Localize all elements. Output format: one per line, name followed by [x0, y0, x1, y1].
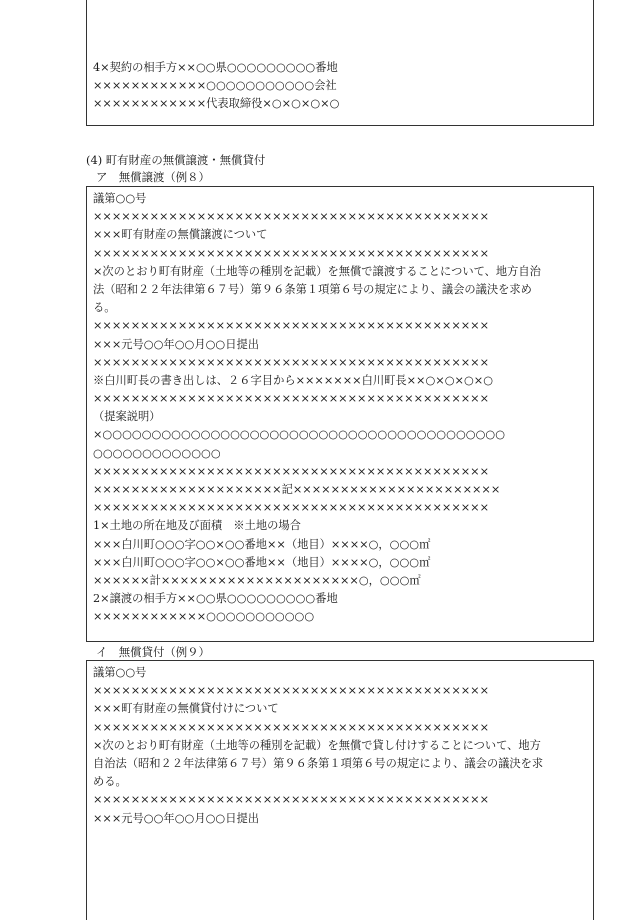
example-b-heading: イ 無償貸付（例９） [96, 645, 210, 659]
text-line: ○○○○○○○○○○○○○ [93, 445, 221, 460]
text-line: ×××××××××××××××××××××××××××××××××××××××××× [93, 354, 490, 369]
text-line: ×次のとおり町有財産（土地等の種別を記載）を無償で貸し付けすることについて、地方 [93, 737, 541, 752]
text-line: ×××元号○○年○○月○○日提出 [93, 336, 259, 351]
contract-continuation-box [86, 0, 594, 126]
text-line: ※白川町長の書き出しは、２６字目から×××××××白川町長××○×○×○×○ [93, 372, 494, 387]
text-line: ×××××××××××××××××××××××××××××××××××××××××× [93, 683, 490, 698]
text-line: る。 [93, 300, 116, 315]
text-line: ×××町有財産の無償貸付けについて [93, 701, 279, 716]
free-lease-example-box [86, 660, 594, 920]
text-line: ××××××計×××××××××××××××××××××○，○○○㎡ [93, 572, 421, 587]
example-a-heading: ア 無償譲渡（例８） [96, 170, 210, 184]
text-line: ×××××××××××××××××××××××××××××××××××××××××× [93, 391, 490, 406]
text-line: ×××××××××××××××××××××××××××××××××××××××××× [93, 209, 490, 224]
text-line: める。 [93, 774, 127, 789]
text-line: ××××××××××××○○○○○○○○○○○会社 [93, 78, 337, 93]
text-line: ×××××××××××××××××××××××××××××××××××××××××× [93, 792, 490, 807]
text-line: 議第○○号 [93, 191, 147, 205]
text-line: 法（昭和２２年法律第６７号）第９６条第１項第６号の規定により、議会の議決を求め [93, 281, 532, 296]
text-line: ×××××××××××××××××××××××××××××××××××××××××× [93, 500, 490, 515]
section-heading: (4) 町有財産の無償譲渡・無償貸付 [86, 153, 266, 167]
text-line: 4×契約の相手方××○○県○○○○○○○○○番地 [93, 60, 338, 74]
text-line: ×次のとおり町有財産（土地等の種別を記載）を無償で譲渡することについて、地方自治 [93, 263, 541, 278]
text-line: ×××××××××××××××××××××××××××××××××××××××××× [93, 719, 490, 734]
text-line: ×××××××××××××××××××××××××××××××××××××××××× [93, 318, 490, 333]
text-line: 自治法（昭和２２年法律第６７号）第９６条第１項第６号の規定により、議会の議決を求 [93, 755, 544, 770]
text-line: ×××××××××××××××××××××××××××××××××××××××××× [93, 463, 490, 478]
free-transfer-example-box [86, 186, 594, 642]
text-line: ×××元号○○年○○月○○日提出 [93, 810, 259, 825]
text-line: ×××××××××××××××××××××××××××××××××××××××××× [93, 245, 490, 260]
text-line: ××××××××××××××××××××記×××××××××××××××××××××× [93, 482, 501, 496]
text-line: 議第○○号 [93, 665, 147, 679]
text-line: 1×土地の所在地及び面積 ※土地の場合 [93, 518, 301, 533]
text-line: 2×譲渡の相手方××○○県○○○○○○○○○番地 [93, 591, 338, 606]
text-line: ×××白川町○○○字○○×○○番地××（地目）××××○，○○○㎡ [93, 554, 431, 569]
text-line: （提案説明） [93, 409, 161, 424]
text-line: ××××××××××××○○○○○○○○○○○ [93, 609, 315, 624]
text-line: ×××町有財産の無償譲渡について [93, 227, 268, 242]
text-line: ×○○○○○○○○○○○○○○○○○○○○○○○○○○○○○○○○○○○○○○○○○ [93, 427, 506, 442]
text-line: ××××××××××××代表取締役×○×○×○×○ [93, 96, 340, 111]
text-line: ×××白川町○○○字○○×○○番地××（地目）××××○，○○○㎡ [93, 536, 431, 551]
